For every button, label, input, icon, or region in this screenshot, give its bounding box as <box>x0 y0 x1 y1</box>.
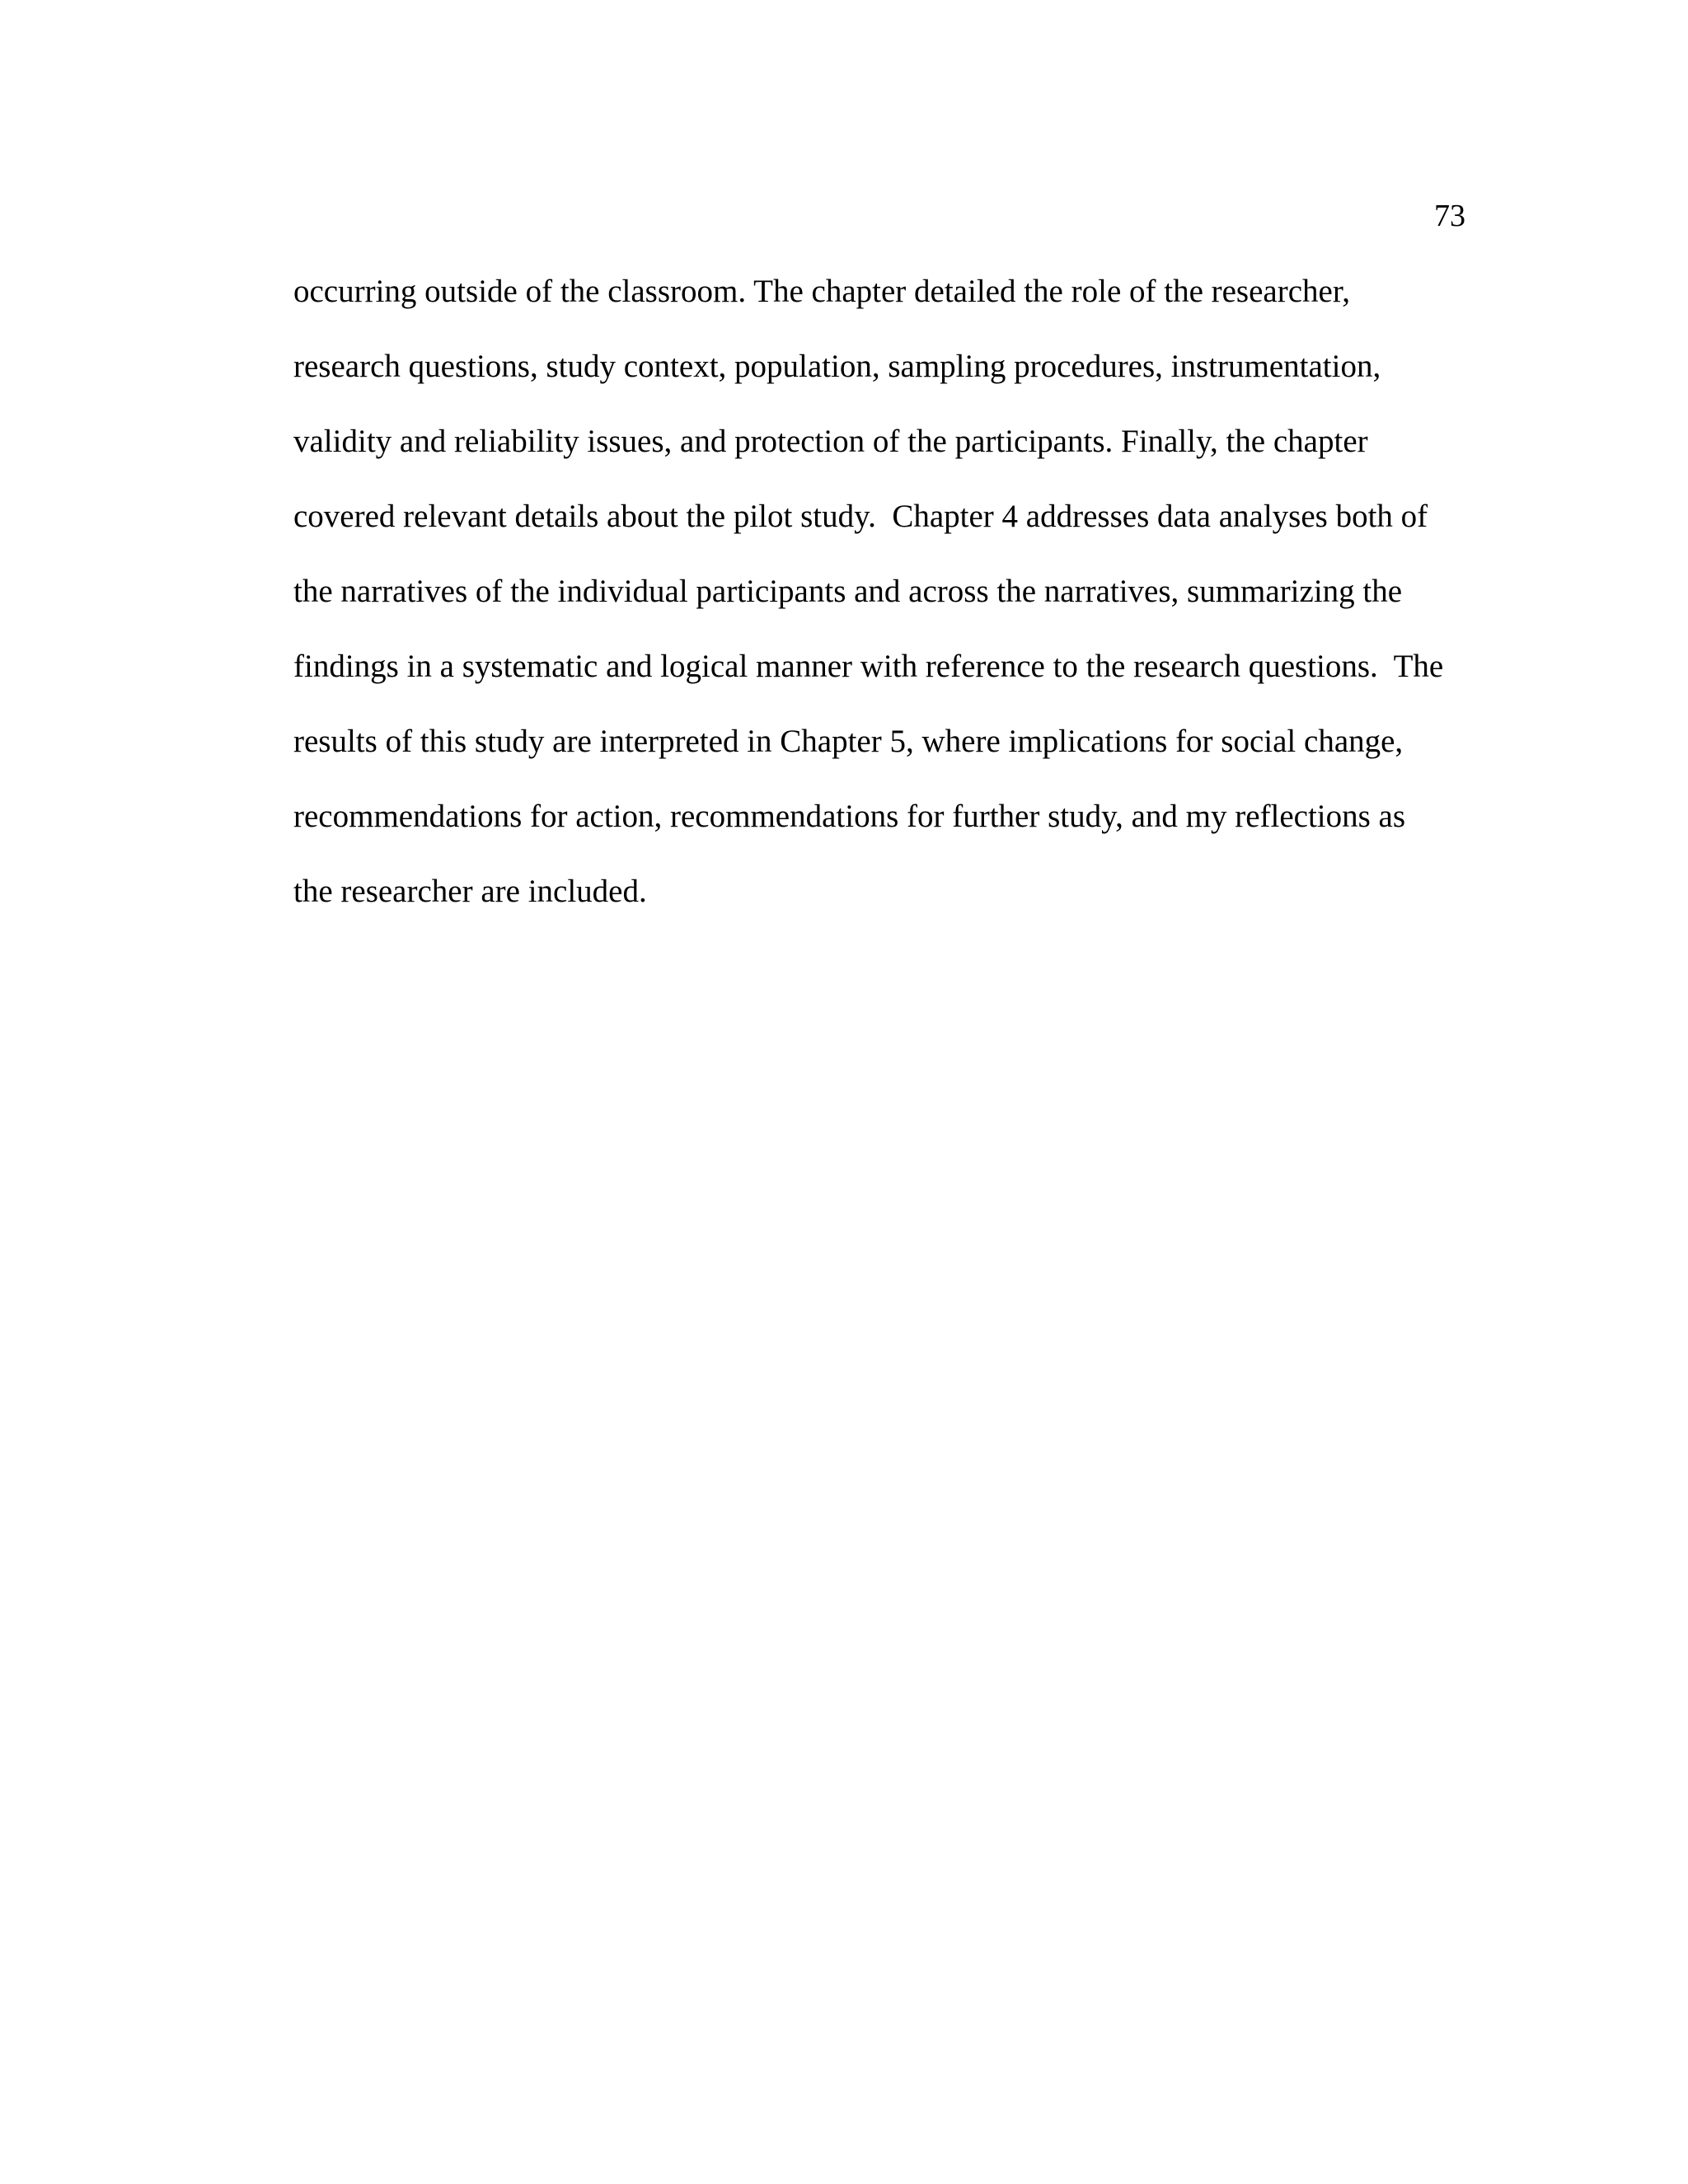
body-paragraph <box>293 254 1480 929</box>
paragraph-line: validity and reliability issues, and protection of the participants. Finally, the chapter <box>293 424 1368 459</box>
paragraph-line: recommendations for action, recommendations for further study, and my reflections as <box>293 799 1406 834</box>
paragraph-line: covered relevant details about the pilot study. Chapter 4 addresses data analyses both of <box>293 499 1428 534</box>
paragraph-line: the narratives of the individual participants and across the narratives, summarizing the <box>293 574 1403 609</box>
paragraph-line: results of this study are interpreted in Chapter 5, where implications for social change, <box>293 724 1404 759</box>
paragraph-line: the researcher are included. <box>293 874 647 909</box>
paragraph-line: occurring outside of the classroom. The chapter detailed the role of the researcher, <box>293 274 1351 309</box>
paragraph-line: research questions, study context, population, sampling procedures, instrumentation, <box>293 349 1381 384</box>
paragraph-line: findings in a systematic and logical manner with reference to the research questions. The <box>293 649 1444 684</box>
page-number: 73 <box>1434 199 1465 233</box>
